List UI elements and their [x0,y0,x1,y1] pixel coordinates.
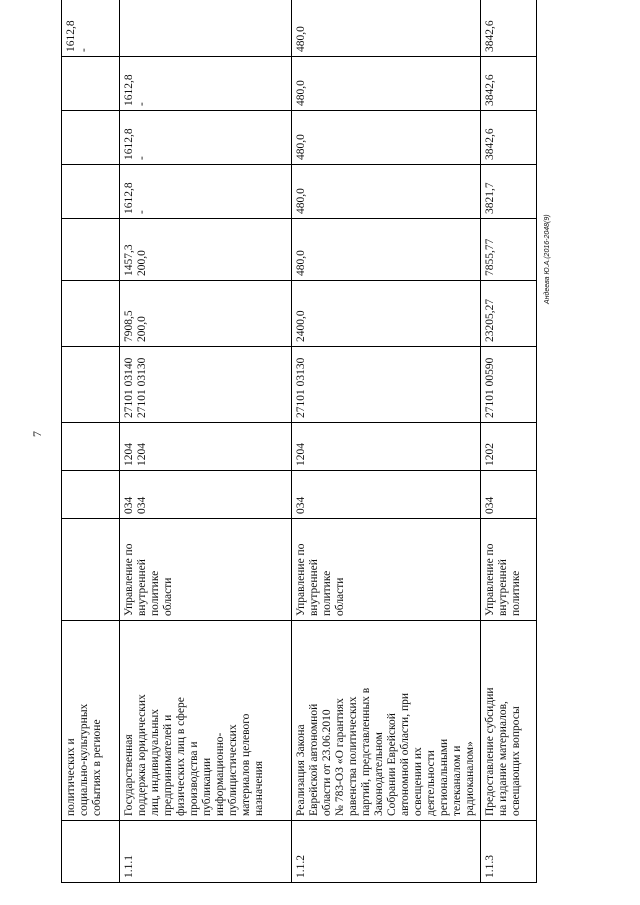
executor: Управление по внутренней политике [481,519,537,621]
table-row [120,0,292,883]
measure-name: Государственная поддержка юридических лиц, индивидуальных предпринимателей и физических лиц в сфере производства и публикации информационно- публицистических материалов целевого назначения [120,621,292,821]
year-value: 480,0 [292,0,481,57]
budget-table [61,20,533,883]
year-value [62,165,120,219]
row-number: 1.1.1 [120,821,292,883]
year-value: 3842,6 [481,57,537,111]
total-value: 2400,0 [292,281,481,347]
table-row [62,0,120,883]
grbs-code: 034 [481,471,537,519]
table-row [481,0,537,883]
rzpr-code: 1202 [481,423,537,471]
year-value [62,219,120,281]
row-number: 1.1.2 [292,821,481,883]
executor: Управление по внутренней политике области [120,519,292,621]
year-value: 3842,6 [481,111,537,165]
footer-signature: Андеева Ю.А.(2016-2048(9) [544,214,551,304]
year-value: 1612,8 - [120,165,292,219]
csr-code: 27101 03140 27101 03130 [120,347,292,423]
table-row [292,0,481,883]
grbs-code: 034 034 [120,471,292,519]
year-value: 1457,3 200,0 [120,219,292,281]
year-value: 1612,8 - [62,0,120,57]
year-value: 480,0 [292,165,481,219]
measure-name: политических и социально-культурных событиях в регионе [62,621,120,821]
rzpr-code: 1204 1204 [120,423,292,471]
measure-name: Предоставление субсидии на издание материалов, освещающих вопросы [481,621,537,821]
measure-name: Реализация Закона Еврейской автономной области от 23.06.2010 № 783-ОЗ «О гарантиях равенства политических партий, представленных в Законодательном Собрании Еврейской автономной области, при освещении их деятельности региональными телеканалом и радиоканалом» [292,621,481,821]
year-value: 1612,8 - [120,57,292,111]
year-value: 1612,8 - [120,111,292,165]
grbs-code [62,471,120,519]
csr-code: 27101 03130 [292,347,481,423]
year-value: 3821,7 [481,165,537,219]
csr-code: 27101 00590 [481,347,537,423]
executor: Управление по внутренней политике области [292,519,481,621]
total-value: 7908,5 200,0 [120,281,292,347]
executor [62,519,120,621]
page-number: 7 [30,431,44,437]
year-value: 480,0 [292,219,481,281]
year-value [120,0,292,57]
rzpr-code [62,423,120,471]
year-value: 7855,77 [481,219,537,281]
row-number: 1.1.3 [481,821,537,883]
row-number [62,821,120,883]
year-value [62,57,120,111]
csr-code [62,347,120,423]
total-value: 23205,27 [481,281,537,347]
total-value [62,281,120,347]
year-value: 480,0 [292,111,481,165]
rzpr-code: 1204 [292,423,481,471]
year-value [62,111,120,165]
year-value: 3842,6 [481,0,537,57]
grbs-code: 034 [292,471,481,519]
year-value: 480,0 [292,57,481,111]
